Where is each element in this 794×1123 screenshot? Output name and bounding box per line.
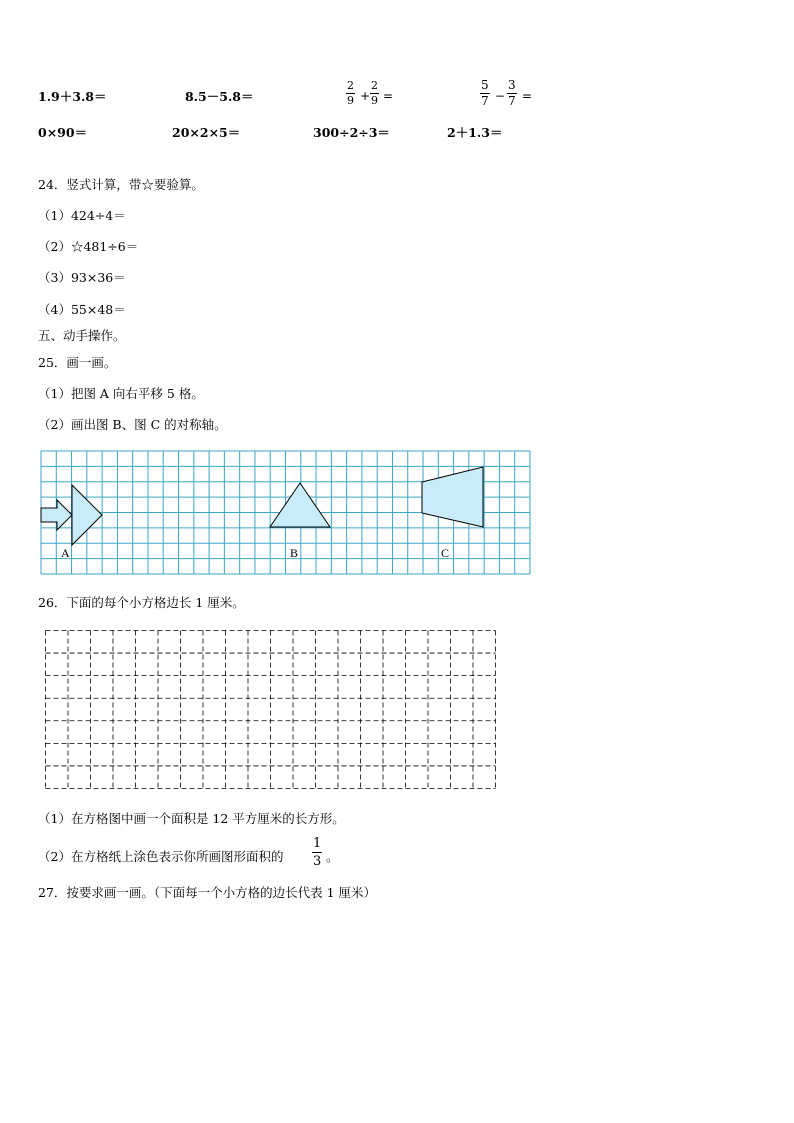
question-24-item-2: （2）☆481÷6＝	[38, 239, 139, 254]
plus-sign: +	[360, 89, 371, 103]
question-25-item-2: （2）画出图 B、图 C 的对称轴。	[38, 417, 227, 432]
question-24-item-1: （1）424÷4＝	[38, 208, 126, 223]
label-b: B	[290, 546, 299, 560]
label-c: C	[441, 546, 450, 560]
shape-c-trapezoid	[422, 467, 483, 527]
label-a: A	[61, 546, 70, 560]
question-27-title: 27．按要求画一画。（下面每一个小方格的边长代表 1 厘米）	[38, 885, 377, 900]
question-25-title: 25．画一画。	[38, 355, 117, 370]
calc-8-5-minus-5-8: 8.5－5.8＝	[185, 89, 254, 104]
calc-20-times-2-times-5: 20×2×5＝	[172, 125, 241, 140]
calc-1-9-plus-3-8: 1.9＋3.8＝	[38, 89, 107, 104]
question-24-title: 24．竖式计算，带☆要验算。	[38, 177, 204, 192]
fraction-1-3: 1 3	[313, 836, 322, 869]
fraction-3-7: 3 7	[508, 78, 516, 108]
fraction-2-9-a: 2 9	[347, 79, 354, 107]
shape-a-arrow	[41, 500, 72, 530]
shape-b-triangle	[270, 483, 330, 527]
question-26-item-2-period: 。	[326, 849, 339, 864]
question-24-item-3: （3）93×36＝	[38, 270, 126, 285]
calc-0-times-90: 0×90＝	[38, 125, 88, 140]
calc-2-plus-1-3: 2＋1.3＝	[447, 125, 503, 140]
equals-sign: =	[383, 89, 394, 103]
question-26-item-1: （1）在方格图中画一个面积是 12 平方厘米的长方形。	[38, 811, 345, 826]
question-24-item-4: （4）55×48＝	[38, 302, 126, 317]
fraction-5-7: 5 7	[481, 78, 489, 108]
question-26-item-2-text: （2）在方格纸上涂色表示你所画图形面积的	[38, 849, 284, 864]
section-5-title: 五、动手操作。	[38, 328, 126, 343]
equals-sign: =	[522, 89, 533, 103]
calc-300-div-2-div-3: 300÷2÷3＝	[313, 125, 390, 140]
fraction-2-9-b: 2 9	[371, 79, 378, 107]
question-25-item-1: （1）把图 A 向右平移 5 格。	[38, 386, 204, 401]
question-26-title: 26．下面的每个小方格边长 1 厘米。	[38, 595, 245, 610]
dashed-area-grid	[45, 630, 496, 789]
minus-sign: −	[495, 89, 506, 103]
dashed-grid-lines	[46, 631, 496, 789]
translation-symmetry-grid	[41, 451, 530, 574]
